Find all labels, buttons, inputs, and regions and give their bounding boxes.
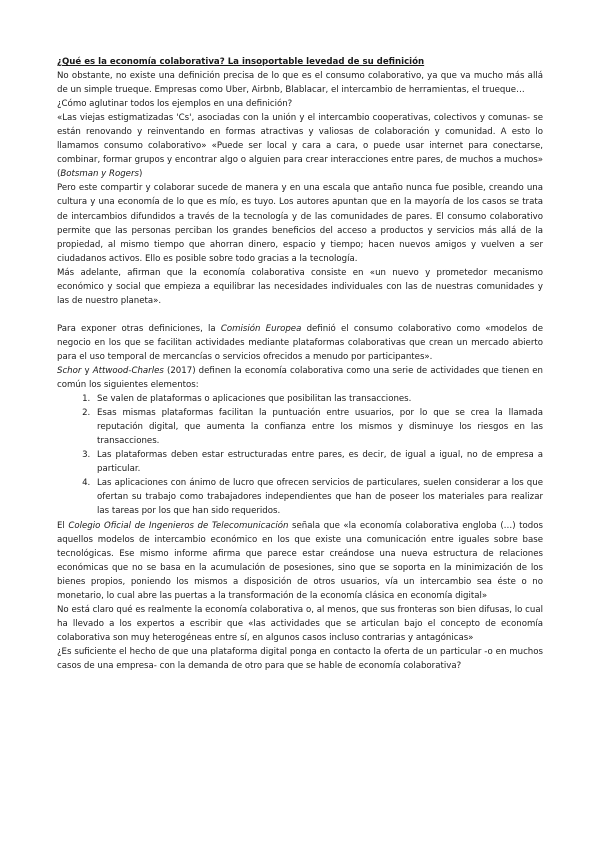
paragraph-intro: No obstante, no existe una definición precisa de lo que es el consumo colaborativo, ya que va mucho más allá de un simple trueque. Empresas como Uber, Airbnb, Blablacar, el intercambio de herramientas, el trueque… [57,71,543,96]
paragraph-eu-definition [57,322,543,364]
eu-definition: definió el consumo colaborativo como «modelos de negocio en los que se facilitan actividades mediante plataformas colaborativas que crean un mercado abierto para el uso temporal de mercancías o servicios ofrecidos a menudo por participantes». [57,323,543,362]
paragraph-final-question: ¿Es suficiente el hecho de que una plataforma digital ponga en contacto la oferta de un particular -o en muchos casos de una empresa- con la demanda de otro para que se hable de economía colaborativa? [57,646,543,671]
schor-text: (2017) definen la economía colaborativa como una serie de actividades que tienen en común los siguientes elementos: [57,365,543,391]
citation-authors: Botsman y Rogers [60,169,139,180]
colegio-name: Colegio Oficial de Ingenieros de Telecomunicación [68,520,289,531]
paragraph-sharing: Pero este compartir y colaborar sucede de manera y en una escala que antaño nunca fue posible, creando una cultura y una economía de lo que es mío, es tuyo. Los autores apuntan que en la mayoría de los casos se trata de intercambios difundidos a través de la tecnología y de las comunidades de pares. El consumo colaborativo permite que las personas perciban los grandes beneficios del acceso a productos y servicios más allá de la propiedad, al mismo tiempo que ahorran dinero, espacio y tiempo; hacen nuevos amigos y vuelven a ser ciudadanos activos. Ello es posible sobre todo gracias a la tecnología. [57,183,543,264]
list-item: 4. Las aplicaciones con ánimo de lucro que ofrecen servicios de particulares, suelen considerar a los que ofertan su trabajo como trabajadores independientes que han de poseer los materiales para realizar las tareas por los que han sido requeridos. [93,476,543,518]
paragraph-quote-botsman [57,111,543,181]
list-item: 1. Se valen de plataformas o aplicaciones que posibilitan las transacciones. [93,392,543,406]
paragraph-mechanism: Más adelante, afirman que la economía colaborativa consiste en «un nuevo y prometedor mecanismo económico y social que empieza a equilibrar las necesidades individuales con las de nuestras comunidades y las de nuestro planeta». [57,267,543,306]
paragraph-colegio [57,519,543,603]
elements-list [57,392,543,518]
author-schor: Schor [57,365,82,376]
list-item: 3. Las plataformas deben estar estructuradas entre pares, es decir, de igual a igual, no de empresa a particular. [93,448,543,476]
paragraph-gap [57,308,543,322]
paragraph-boundaries: No está claro qué es realmente la economía colaborativa o, al menos, que sus fronteras son bien difusas, lo cual ha llevado a los expertos a escribir que «las actividades que se articulan bajo el concepto de economía colaborativa son muy heterogéneas entre sí, en algunos casos incluso contrarias y antagónicas» [57,604,543,643]
section-title: ¿Qué es la economía colaborativa? La insoportable levedad de su definición [57,57,425,67]
paragraph-question: ¿Cómo aglutinar todos los ejemplos en una definición? [57,99,293,110]
citation-close: ) [138,169,143,180]
author-attwood: Attwood-Charles [92,365,164,376]
quote-text: «Las viejas estigmatizadas 'Cs', asociadas con la unión y el intercambio cooperativas, colectivos y comunas- se están renovando y reinventando en formas atractivas y valiosas de colaboración y comunidad. A esto lo llamamos consumo colaborativo» «Puede ser local y cara a cara, o puede usar internet para conectarse, combinar, formar grupos y encontrar algo o alguien para crear interacciones entre pares, de muchos a muchos» ( [57,113,543,180]
eu-intro: Para exponer otras definiciones, la [57,323,221,334]
list-item: 2. Esas mismas plataformas facilitan la puntuación entre usuarios, por lo que se crea la llamada reputación digital, que aumenta la confianza entre los mismos y disminuye los riesgos en las transacciones. [93,406,543,448]
eu-commission: Comisión Europea [220,323,302,334]
colegio-intro: El [57,520,69,531]
colegio-text: señala que «la economía colaborativa engloba (…) todos aquellos modelos de intercambio económico en los que existe una comunicación entre iguales sobre base tecnológicas. Ese mismo informe afirma que parece estar creándose una nueva estructura de relaciones económicas que no se basa en la acumulación de posesiones, sino que se soporta en la minimización de los bienes propios, poniendo los mismos a disposición de otros usuarios, vía un intercambio sea éste o no monetario, lo cual abre las puertas a la transformación de la economía clásica en economía digital» [57,520,543,601]
author-conjunction: y [81,365,93,376]
paragraph-schor [57,364,543,392]
